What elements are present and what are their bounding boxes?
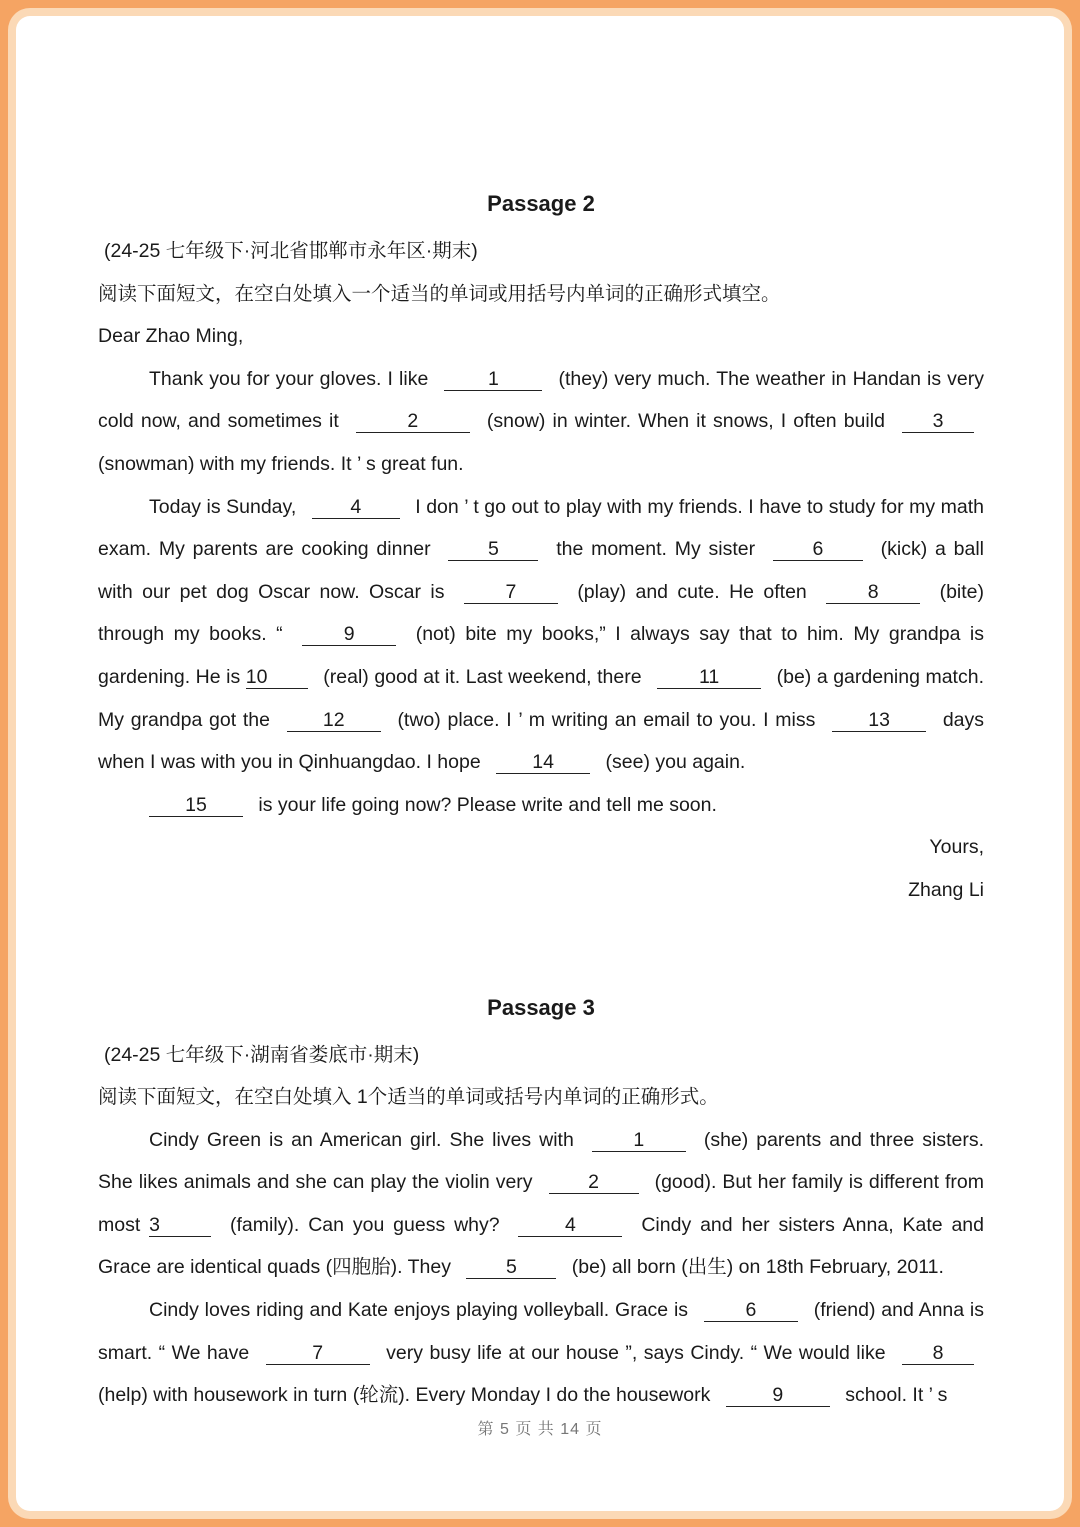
passage-3-instruction: 阅读下面短文，在空白处填入 1个适当的单词或括号内单词的正确形式。 [98,1086,719,1109]
text-segment: (friend) and Anna is smart. “ We have [98,1299,985,1364]
letter-signature: Zhang Li [908,878,984,901]
passage-3-source: (24-25 七年级下·湖南省娄底市·期末) [104,1043,420,1066]
text-segment: (snowman) with my friends. It ’ s great fun. [98,452,464,475]
blank-6: 6 [704,1299,798,1322]
text-segment: (two) place. I ’ m writing an email to you. I miss [397,708,816,731]
text-segment: (not) bite my books,” I always say that to him. My grandpa is gardening. He is [98,623,985,688]
blank-10: 10 [246,666,308,689]
text-segment: (bite) through my books. “ [98,580,985,646]
text-segment: Thank you for your gloves. I like [149,367,429,390]
blank-6: 6 [773,538,863,561]
text-segment: Cindy Green is an American girl. She lives with [149,1128,574,1151]
text-segment: (be) a gardening match. My grandpa got the [98,665,984,731]
section-gap [98,912,984,982]
text-segment: days when I was with you in Qinhuangdao. I hope [98,708,985,774]
blank-7: 7 [464,581,558,604]
text-segment: (be) all born (出生) on 18th February, 2011. [571,1256,944,1279]
text-segment: very busy life at our house ”, says Cindy. “ We would like [386,1341,886,1364]
text-segment: Cindy and her sisters Anna, Kate and Grace are identical quads (四胞胎). They [98,1213,984,1279]
passage-2-paragraph-2 [98,486,984,784]
passage-2-paragraph-1 [98,358,984,486]
text-segment: Today is Sunday, [149,495,297,518]
text-segment: is your life going now? Please write and tell me soon. [258,793,717,816]
blank-11: 11 [657,666,761,689]
blank-5: 5 [448,538,538,561]
blank-8: 8 [826,581,920,604]
text-segment: I don ’ t go out to play with my friends. I have to study for my math exam. My parents are cooking dinner [98,495,985,561]
passage-3-title: Passage 3 [487,994,595,1020]
passage-2-paragraph-3 [98,784,984,827]
passage-3-paragraph-1 [98,1119,984,1289]
text-segment: (she) parents and three sisters. She likes animals and she can play the violin very [98,1128,984,1194]
blank-4: 4 [518,1214,622,1237]
text-segment: (family). Can you guess why? [230,1213,500,1236]
text-segment: the moment. My sister [556,538,756,561]
passage-2-instruction: 阅读下面短文，在空白处填入一个适当的单词或用括号内单词的正确形式填空。 [98,282,781,305]
blank-4: 4 [312,496,400,519]
text-segment: (kick) a ball with our pet dog Oscar now. Oscar is [98,538,984,603]
passage-3-paragraph-2 [98,1289,984,1417]
text-segment: (they) very much. The weather in Handan is very cold now, and sometimes it [98,367,985,433]
text-segment: (good). But her family is different from most [98,1171,984,1236]
blank-12: 12 [287,709,381,732]
passage-2-source: (24-25 七年级下·河北省邯郸市永年区·期末) [104,240,478,262]
text-segment: (see) you again. [605,751,746,774]
blank-2: 2 [356,410,470,433]
blank-3: 3 [149,1214,211,1237]
blank-9: 9 [302,623,396,646]
blank-3: 3 [902,410,974,433]
text-segment: Cindy loves riding and Kate enjoys playing volleyball. Grace is [149,1299,689,1322]
blank-1: 1 [592,1129,686,1152]
blank-2: 2 [549,1171,639,1194]
blank-7: 7 [266,1342,370,1365]
text-segment: (play) and cute. He often [577,580,807,603]
blank-5: 5 [466,1256,556,1279]
blank-15: 15 [149,794,243,817]
blank-13: 13 [832,709,926,732]
blank-8: 8 [902,1342,974,1365]
blank-9: 9 [726,1384,830,1407]
text-segment: (real) good at it. Last weekend, there [323,665,642,688]
blank-14: 14 [496,751,590,774]
page-footer: 第 5 页 共 14 页 [477,1421,603,1438]
letter-closing: Yours, [929,836,984,859]
text-segment: school. It ’ s [845,1384,948,1407]
letter-greeting: Dear Zhao Ming, [98,325,244,348]
passage-2-title: Passage 2 [487,191,595,216]
text-segment: (snow) in winter. When it snows, I often build [486,410,885,433]
document-content [98,178,984,1417]
blank-1: 1 [444,368,542,391]
text-segment: (help) with housework in turn (轮流). Every Monday I do the housework [98,1384,711,1407]
